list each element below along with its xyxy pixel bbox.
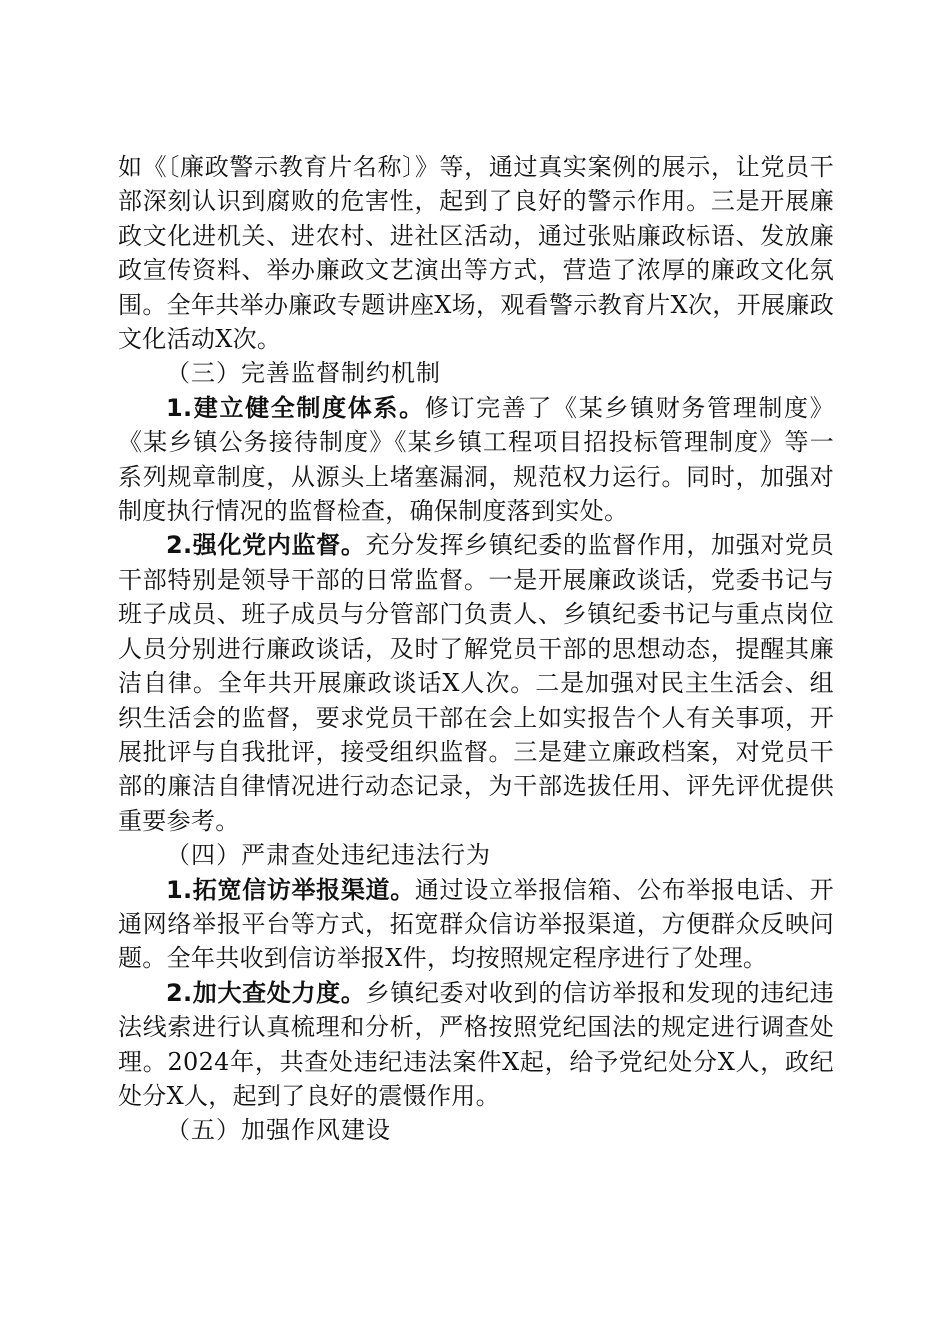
body-paragraph: 如《〔廉政警示教育片名称〕》等，通过真实案例的展示，让党员干部深刻认识到腐败的危害性，起到了良好的警示作用。三是开展廉政文化进机关、进农村、进社区活动，通过张贴廉政标语、发放廉政宣传资料、举办廉政文艺演出等方式，营造了浓厚的廉政文化氛围。全年共举办廉政专题讲座X场，观看警示教育片X次，开展廉政文化活动X次。 xyxy=(118,153,834,354)
list-item-paragraph xyxy=(118,391,834,529)
item-lead: 1.建立健全制度体系。 xyxy=(166,393,425,422)
list-item-paragraph xyxy=(118,976,834,1114)
item-text: 修订完善了《某乡镇财务管理制度》《某乡镇公务接待制度》《某乡镇工程项目招投标管理制度》等一系列规章制度，从源头上堵塞漏洞，规范权力运行。同时，加强对制度执行情况的监督检查，确保制度落到实处。 xyxy=(118,393,834,526)
section-heading: （三）完善监督制约机制 xyxy=(166,359,441,388)
section-heading: （五）加强作风建设 xyxy=(166,1116,391,1145)
item-text: 充分发挥乡镇纪委的监督作用，加强对党员干部特别是领导干部的日常监督。一是开展廉政谈话，党委书记与班子成员、班子成员与分管部门负责人、乡镇纪委书记与重点岗位人员分别进行廉政谈话，及时了解党员干部的思想动态，提醒其廉洁自律。全年共开展廉政谈话X人次。二是加强对民主生活会、组织生活会的监督，要求党员干部在会上如实报告个人有关事项，开展批评与自我批评，接受组织监督。三是建立廉政档案，对党员干部的廉洁自律情况进行动态记录，为干部选拔任用、评先评优提供重要参考。 xyxy=(118,531,834,835)
item-lead: 2.强化党内监督。 xyxy=(166,531,366,560)
section-heading: （四）严肃查处违纪违法行为 xyxy=(166,841,491,870)
list-item-paragraph xyxy=(118,528,834,838)
document-body xyxy=(118,150,834,1148)
item-text: 通过设立举报信箱、公布举报电话、开通网络举报平台等方式，拓宽群众信访举报渠道，方便群众反映问题。全年共收到信访举报X件，均按照规定程序进行了处理。 xyxy=(118,875,834,973)
list-item-paragraph xyxy=(118,873,834,976)
item-lead: 2.加大查处力度。 xyxy=(166,978,366,1007)
item-lead: 1.拓宽信访举报渠道。 xyxy=(166,875,415,904)
item-text: 乡镇纪委对收到的信访举报和发现的违纪违法线索进行认真梳理和分析，严格按照党纪国法的规定进行调查处理。2024年，共查处违纪违法案件X起，给予党纪处分X人，政纪处分X人，起到了良好的震慑作用。 xyxy=(118,978,834,1110)
